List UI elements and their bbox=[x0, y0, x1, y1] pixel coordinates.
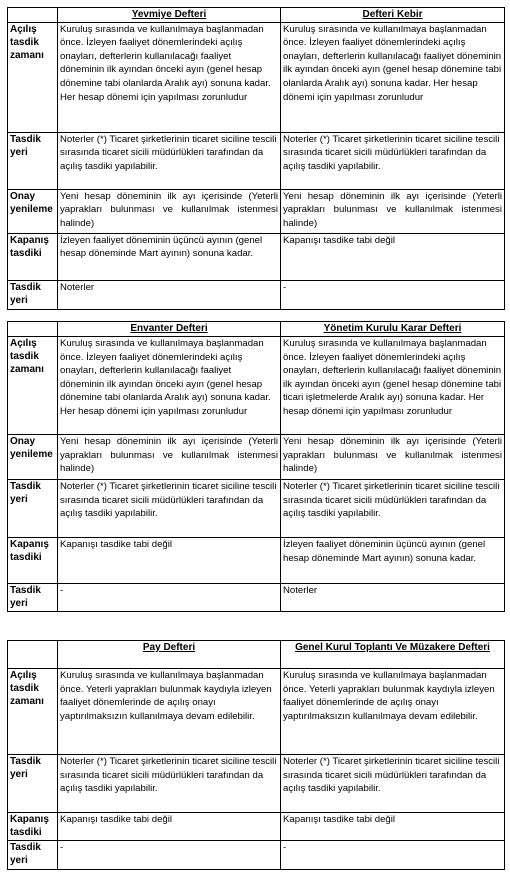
cell-text: Noterler (*) Ticaret şirketlerinin ticaret siciline tescili sırasında ticaret sicili müdürlükleri tarafından da açılış tasdiki yapılabilir. bbox=[281, 755, 505, 813]
header-blank-cell bbox=[8, 322, 58, 337]
cell-text: Kuruluş sırasında ve kullanılmaya başlanmadan önce. Yeterli yaprakları bulunmak kaydıyla izleyen faaliyet dönemlerinde de açılış onayı yaptırılmaksızın kullanılmaya devam edilebilir. bbox=[58, 669, 281, 755]
cell-text: Yeni hesap döneminin ilk ayı içerisinde (Yeterli yaprakları bulunması ve kullanılmak istenmesi halinde) bbox=[281, 189, 505, 233]
cell-text: Yeni hesap döneminin ilk ayı içerisinde (Yeterli yaprakları bulunması ve kullanılmak istenmesi halinde) bbox=[58, 435, 281, 480]
table-row bbox=[8, 280, 505, 309]
table-yevmiye-kebir bbox=[7, 7, 505, 310]
table-row bbox=[8, 584, 505, 612]
table-row bbox=[8, 435, 505, 480]
cell-text: Noterler (*) Ticaret şirketlerinin ticaret siciline tescili sırasında ticaret sicili müdürlükleri tarafından da açılış tasdiki yapılabilir. bbox=[281, 480, 505, 538]
cell-text: Noterler (*) Ticaret şirketlerinin ticaret siciline tescili sırasında ticaret sicili müdürlükleri tarafından da açılış tasdiki yapılabilir. bbox=[281, 132, 505, 189]
row-label: Tasdik yeri bbox=[8, 841, 58, 870]
cell-text: Kapanışı tasdike tabi değil bbox=[58, 813, 281, 841]
table-pay-genelkurul bbox=[7, 640, 505, 870]
row-label: Tasdik yeri bbox=[8, 132, 58, 189]
row-label: Açılış tasdik zamanı bbox=[8, 669, 58, 755]
cell-text: Kapanışı tasdike tabi değil bbox=[58, 538, 281, 584]
cell-text: - bbox=[58, 841, 281, 870]
table-row bbox=[8, 22, 505, 132]
cell-text: Kuruluş sırasında ve kullanılmaya başlanmadan önce. İzleyen faaliyet dönemlerindeki açılış onayları, defterlerin kullanılacağı faaliyet döneminin ilk ayından önceki ayın (genel hesap dönemine tabi olanlarda Aralık ayı) sonuna kadar. Her hesap dönemi için yapılması zorunludur bbox=[281, 22, 505, 132]
cell-text: Noterler (*) Ticaret şirketlerinin ticaret siciline tescili sırasında ticaret sicili müdürlükleri tarafından da açılış tasdiki yapılabilir. bbox=[58, 755, 281, 813]
table-envanter-yonetim bbox=[7, 321, 505, 612]
column-header-left: Yevmiye Defteri bbox=[58, 8, 281, 23]
cell-text: Noterler bbox=[58, 280, 281, 309]
cell-text: Kuruluş sırasında ve kullanılmaya başlanmadan önce. Yeterli yaprakları bulunmak kaydıyla izleyen faaliyet dönemlerinde de açılış onayı yaptırılmaksızın kullanılmaya devam edilebilir. bbox=[281, 669, 505, 755]
cell-text: - bbox=[281, 841, 505, 870]
cell-text: Kuruluş sırasında ve kullanılmaya başlanmadan önce. İzleyen faaliyet dönemlerindeki açılış onayları, defterlerin kullanılacağı faaliyet döneminin ilk ayından önceki ayın (genel hesap dönemine tabi olanlarda Aralık ayı) sonuna kadar. Her hesap dönemi için yapılması zorunludur bbox=[58, 337, 281, 435]
table-row bbox=[8, 813, 505, 841]
table-row bbox=[8, 669, 505, 755]
cell-text: - bbox=[281, 280, 505, 309]
cell-text: Noterler (*) Ticaret şirketlerinin ticaret siciline tescili sırasında ticaret sicili müdürlükleri tarafından da açılış tasdiki yapılabilir. bbox=[58, 480, 281, 538]
table-row bbox=[8, 755, 505, 813]
cell-text: Kapanışı tasdike tabi değil bbox=[281, 233, 505, 280]
cell-text: Noterler (*) Ticaret şirketlerinin ticaret siciline tescili sırasında ticaret sicili müdürlükleri tarafından da açılış tasdiki yapılabilir. bbox=[58, 132, 281, 189]
row-label: Tasdik yeri bbox=[8, 584, 58, 612]
table-row bbox=[8, 480, 505, 538]
table-row bbox=[8, 233, 505, 280]
cell-text: Noterler bbox=[281, 584, 505, 612]
table-row bbox=[8, 841, 505, 870]
column-header-left: Envanter Defteri bbox=[58, 322, 281, 337]
row-label: Tasdik yeri bbox=[8, 480, 58, 538]
table-row bbox=[8, 189, 505, 233]
table-row bbox=[8, 132, 505, 189]
table-row bbox=[8, 538, 505, 584]
row-label: Kapanış tasdiki bbox=[8, 538, 58, 584]
cell-text: Kuruluş sırasında ve kullanılmaya başlanmadan önce. İzleyen faaliyet dönemlerindeki açılış onayları, defterlerin kullanılacağı faaliyet döneminin ilk ayından önceki ayın (genel hesap dönemine tabi olanlarda Aralık ayı) sonuna kadar. Her hesap dönemi için yapılması zorunludur bbox=[58, 22, 281, 132]
column-header-right: Yönetim Kurulu Karar Defteri bbox=[281, 322, 505, 337]
row-label: Açılış tasdik zamanı bbox=[8, 22, 58, 132]
header-blank-cell bbox=[8, 641, 58, 669]
cell-text: Kuruluş sırasında ve kullanılmaya başlanmadan önce. İzleyen faaliyet dönemlerindeki açılış onayları, defterlerin kullanılacağı faaliyet döneminin ilk ayından önceki ayın (genel hesap dönemine tabi ticari işletmelerde Aralık ayı) sonuna kadar. Her hesap dönemi için yapılması zorunludur bbox=[281, 337, 505, 435]
cell-text: Kapanışı tasdike tabi değil bbox=[281, 813, 505, 841]
cell-text: Yeni hesap döneminin ilk ayı içerisinde (Yeterli yaprakları bulunması ve kullanılmak istenmesi halinde) bbox=[281, 435, 505, 480]
cell-text: Yeni hesap döneminin ilk ayı içerisinde (Yeterli yaprakları bulunması ve kullanılmak istenmesi halinde) bbox=[58, 189, 281, 233]
table-row bbox=[8, 337, 505, 435]
row-label: Onay yenileme bbox=[8, 189, 58, 233]
row-label: Kapanış tasdiki bbox=[8, 813, 58, 841]
column-header-right: Defteri Kebir bbox=[281, 8, 505, 23]
row-label: Tasdik yeri bbox=[8, 755, 58, 813]
column-header-right: Genel Kurul Toplantı Ve Müzakere Defteri bbox=[281, 641, 505, 669]
header-blank-cell bbox=[8, 8, 58, 23]
row-label: Onay yenileme bbox=[8, 435, 58, 480]
cell-text: - bbox=[58, 584, 281, 612]
cell-text: İzleyen faaliyet döneminin üçüncü ayının (genel hesap döneminde Mart ayının) sonuna kadar. bbox=[281, 538, 505, 584]
row-label: Açılış tasdik zamanı bbox=[8, 337, 58, 435]
cell-text: İzleyen faaliyet döneminin üçüncü ayının (genel hesap döneminde Mart ayının) sonuna kadar. bbox=[58, 233, 281, 280]
column-header-left: Pay Defteri bbox=[58, 641, 281, 669]
row-label: Tasdik yeri bbox=[8, 280, 58, 309]
row-label: Kapanış tasdiki bbox=[8, 233, 58, 280]
